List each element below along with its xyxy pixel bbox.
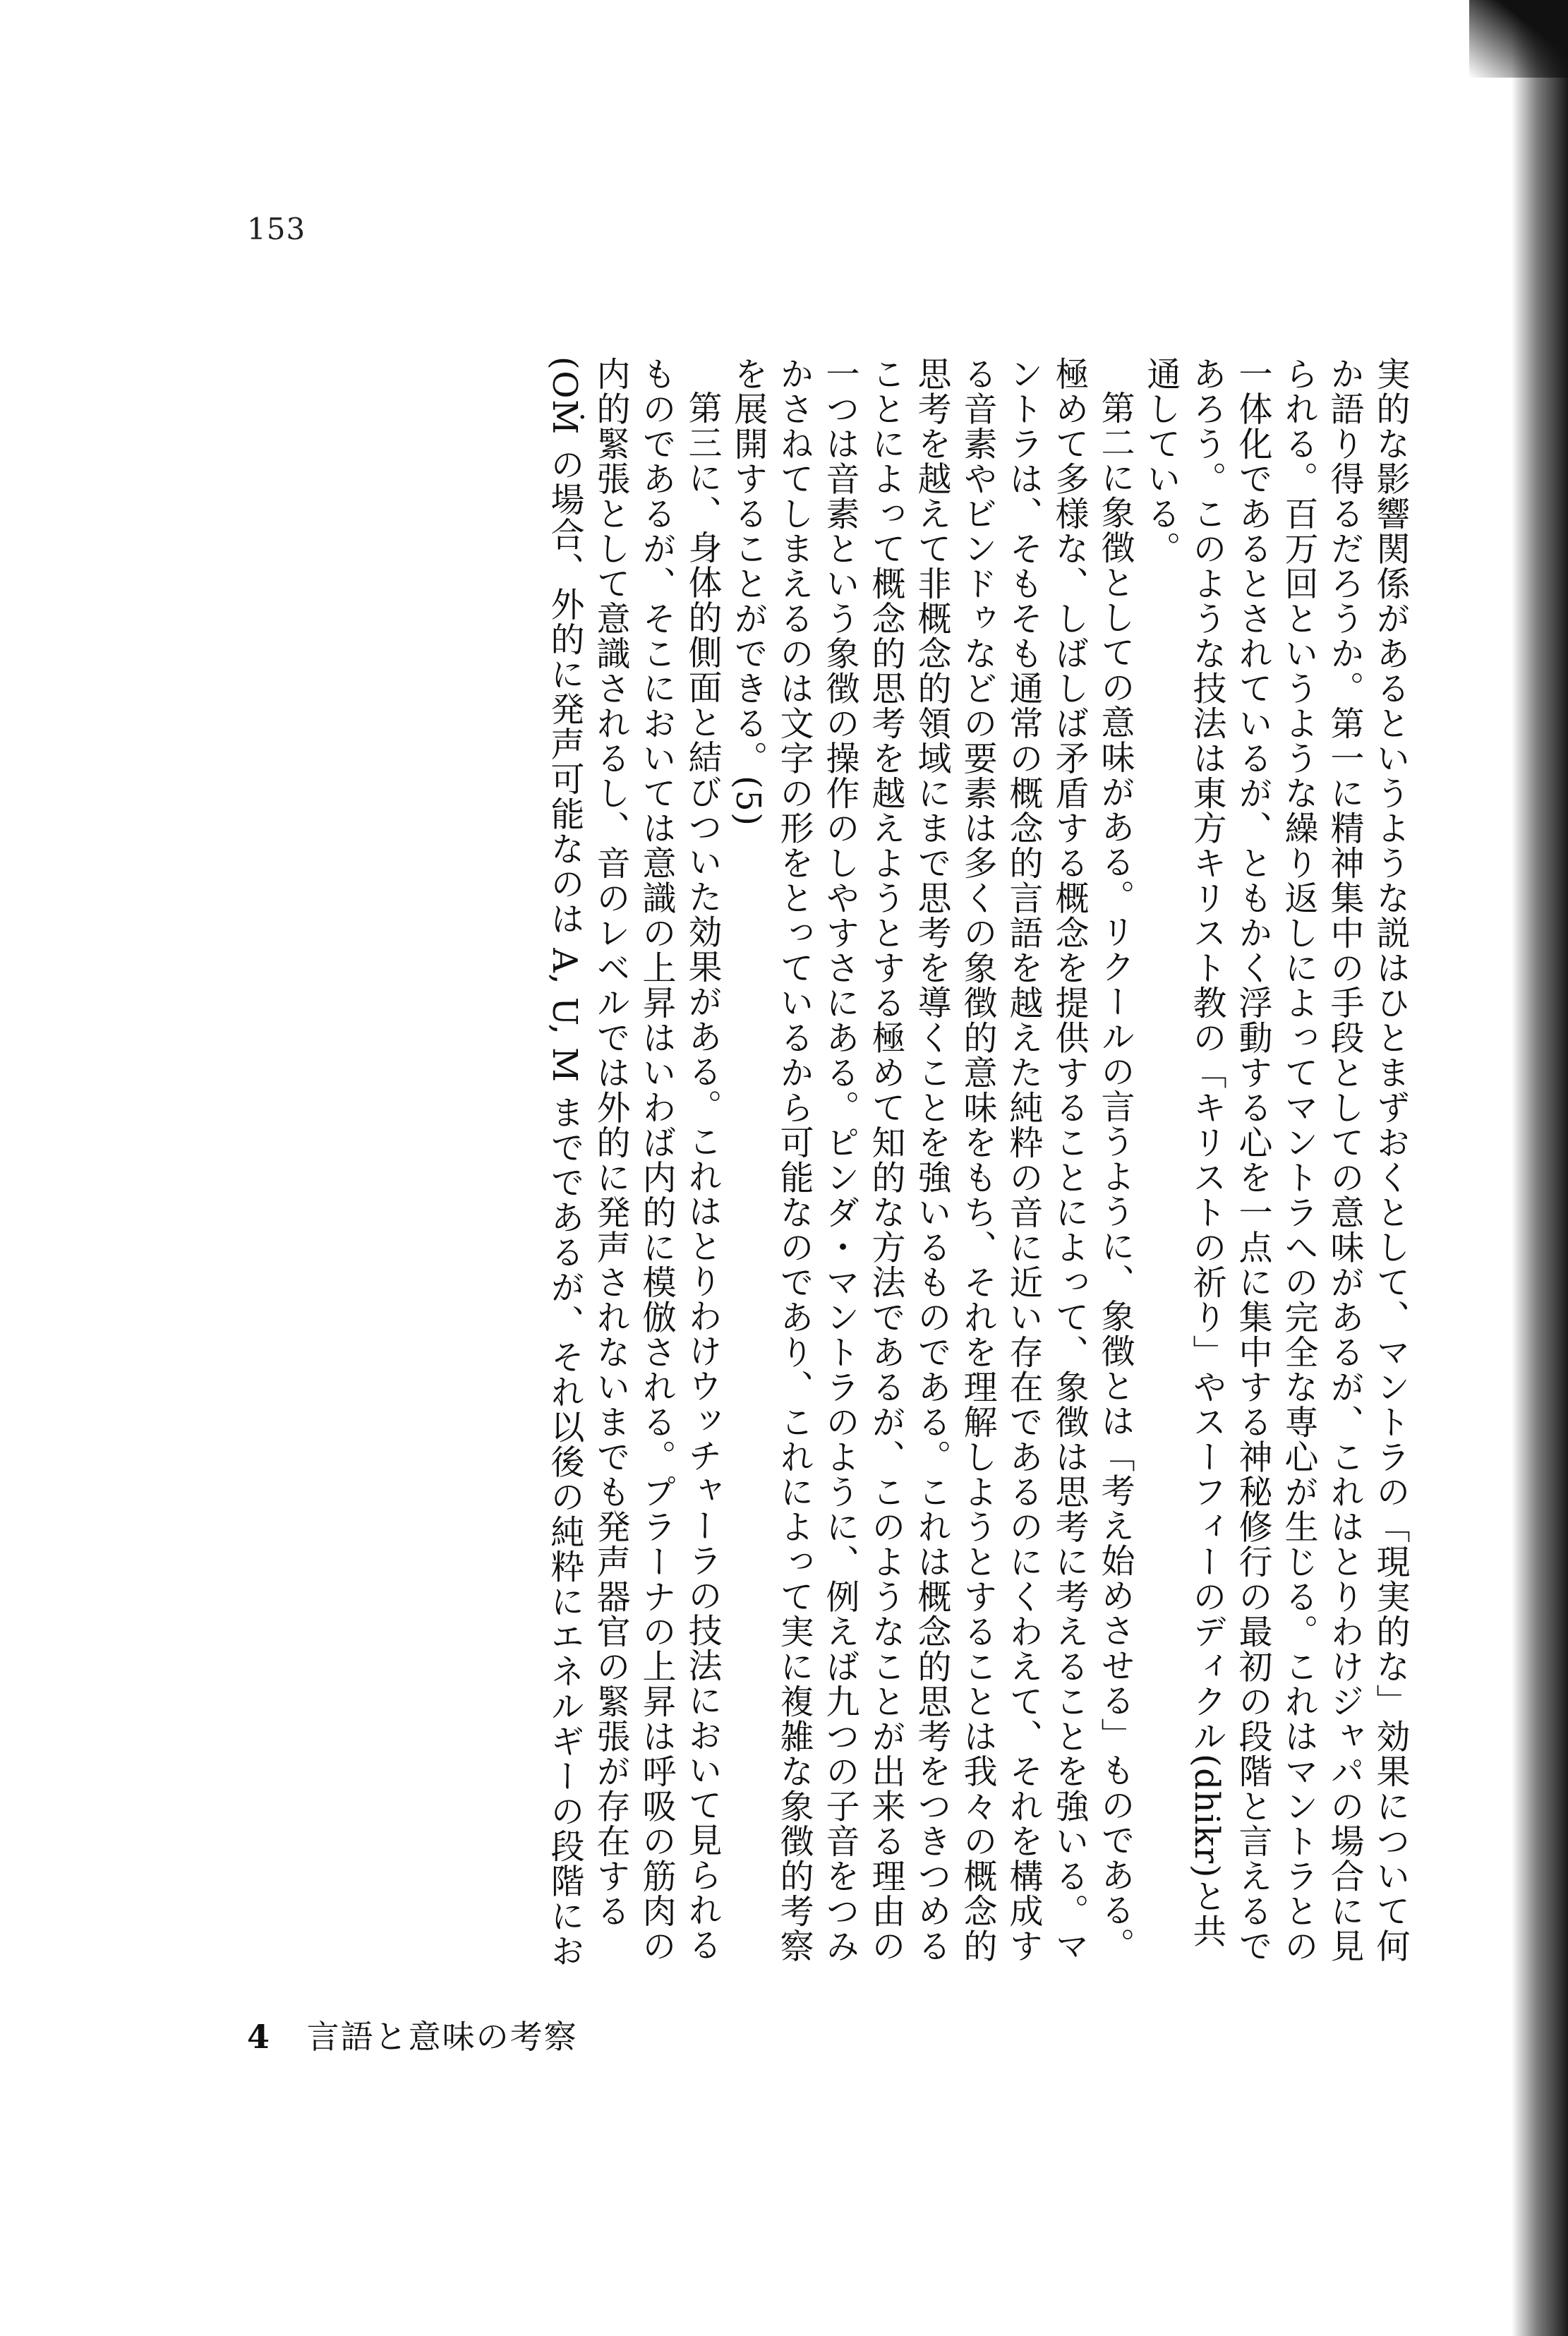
paragraph-start-column: 第三に、身体的側面と結びついた効果がある。これはとりわけウッチャーラの技法において見られる (682, 390, 722, 1963)
scan-edge-shadow (1512, 0, 1568, 2336)
text-column: 極めて多様な、しばしば矛盾する概念を提供することによって、象徴は思考に考えることを強いる。マ (1049, 356, 1089, 1963)
text-column: られる。百万回というような繰り返しによってマントラへの完全な専心が生じる。これはマントラとの (1279, 356, 1318, 1963)
text-column: 一体化であるとされているが、ともかく浮動する心を一点に集中する神秘修行の最初の段階と言えるで (1233, 356, 1272, 1963)
scan-corner-shadow (1469, 0, 1568, 78)
text-column: ントラは、そもそも通常の概念的言語を越えた純粋の音に近い存在であるのにくわえて、それを構成す (1003, 356, 1043, 1963)
text-column: る音素やビンドゥなどの要素は多くの象徴的意味をもち、それを理解しようとすることは我々の概念的 (958, 356, 997, 1963)
text-column: かさねてしまえるのは文字の形をとっているから可能なのであり、これによって実に複雑な象徴的考察 (774, 356, 814, 1963)
text-column: 一つは音素という象徴の操作のしやすさにある。ピンダ・マントラのように、例えば九つの子音をつみ (820, 356, 860, 1963)
text-column: ことによって概念的思考を越えようとする極めて知的な方法であるが、このようなことが出来る理由の (866, 356, 905, 1963)
text-column: ものであるが、そこにおいては意識の上昇はいわば内的に模倣される。プラーナの上昇は呼吸の筋肉の (637, 356, 676, 1963)
text-column: 通している。 (1141, 356, 1181, 566)
chapter-number: 4 (247, 2018, 272, 2056)
text-column: か語り得るだろうか。第一に精神集中の手段としての意味があるが、これはとりわけジャパの場合に見 (1325, 356, 1364, 1963)
running-footer (247, 2011, 578, 2058)
page-number: 153 (247, 212, 306, 246)
text-column: あろう。このような技法は東方キリスト教の「キリストの祈り」やスーフィーのディクル(dhikr)と共 (1187, 356, 1226, 1949)
text-column: 思考を越えて非概念的領域にまで思考を導くことを強いるものである。これは概念的思考をつきつめる (912, 356, 951, 1963)
text-column: (OṀ の場合、外的に発声可能なのは A, U, M までであるが、それ以後の純粋にエネルギーの段階にお (545, 356, 584, 1968)
text-column: を展開することができる。(5) (728, 356, 768, 827)
text-column: 内的緊張として意識されるし、音のレベルでは外的に発声されないまでも発声器官の緊張が存在する (591, 356, 630, 1929)
vertical-text-body (541, 356, 1413, 2117)
paragraph-start-column: 第二に象徴としての意味がある。リクールの言うように、象徴とは「考え始めさせる」ものである。 (1095, 390, 1135, 1963)
text-column: 実的な影響関係があるというような説はひとまずおくとして、マントラの「現実的な」効果について何 (1370, 356, 1410, 1963)
chapter-title: 言語と意味の考察 (306, 2018, 578, 2056)
